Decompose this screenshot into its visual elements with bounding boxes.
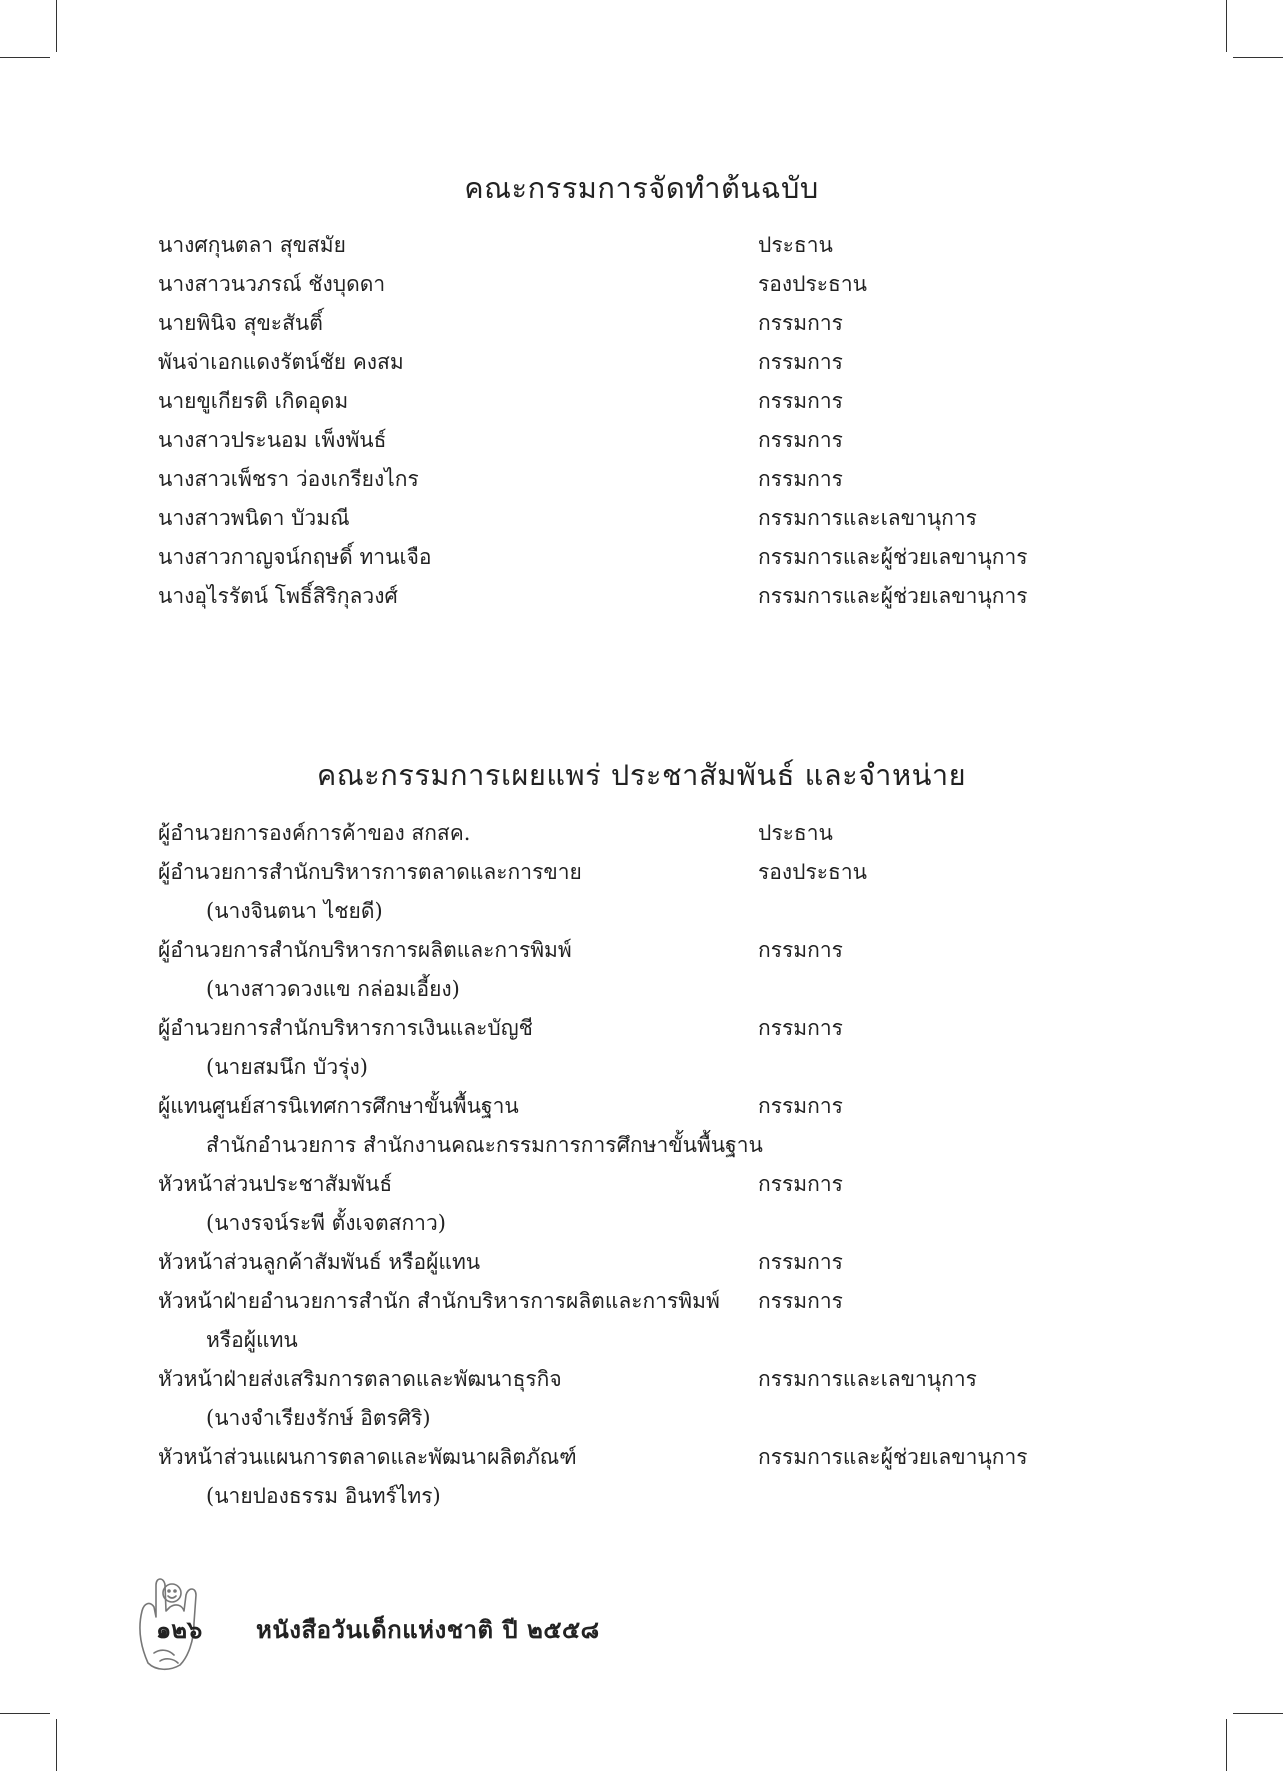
member-affiliation: หรือผู้แทน	[206, 1328, 298, 1352]
member-role: กรรมการ	[758, 1289, 843, 1313]
crop-mark	[1226, 0, 1227, 52]
section-title-manuscript: คณะกรรมการจัดทำต้นฉบับ	[464, 171, 819, 205]
crop-mark	[56, 1719, 57, 1771]
list-item	[158, 460, 1058, 499]
member-name: นางสาวนวภรณ์ ชังบุดดา	[158, 272, 386, 296]
list-item	[158, 343, 1058, 382]
member-name: (นางรจน์ระพี ตั้งเจตสกาว)	[206, 1211, 446, 1235]
member-role: กรรมการ	[758, 311, 843, 335]
list-item	[158, 1087, 1058, 1126]
list-item	[158, 265, 1058, 304]
list-item	[158, 1048, 1058, 1087]
member-role: รองประธาน	[758, 860, 867, 884]
member-role: กรรมการและผู้ช่วยเลขานุการ	[758, 545, 1028, 569]
member-position: หัวหน้าส่วนประชาสัมพันธ์	[158, 1172, 393, 1196]
page-footer	[130, 1565, 730, 1675]
list-item	[158, 814, 1058, 853]
list-item	[158, 1009, 1058, 1048]
member-name: (นายสมนึก บัวรุ่ง)	[206, 1055, 368, 1079]
list-item	[158, 1477, 1058, 1516]
list-item	[158, 853, 1058, 892]
member-position: ผู้อำนวยการสำนักบริหารการตลาดและการขาย	[158, 860, 582, 884]
list-item	[158, 499, 1058, 538]
list-item	[158, 1399, 1058, 1438]
member-name: (นายปองธรรม อินทร์ไทร)	[206, 1484, 441, 1508]
member-affiliation: สำนักอำนวยการ สำนักงานคณะกรรมการการศึกษาขั้นพื้นฐาน	[206, 1133, 763, 1157]
crop-mark	[1233, 1713, 1283, 1714]
list-item	[158, 1321, 1058, 1360]
member-position: ผู้อำนวยการสำนักบริหารการเงินและบัญชี	[158, 1016, 533, 1040]
list-item	[158, 931, 1058, 970]
list-item	[158, 421, 1058, 460]
list-item	[158, 304, 1058, 343]
member-role: รองประธาน	[758, 272, 867, 296]
member-role: กรรมการและผู้ช่วยเลขานุการ	[758, 584, 1028, 608]
member-name: นายพินิจ สุขะสันติ์	[158, 311, 323, 335]
member-name: (นางจินตนา ไชยดี)	[206, 899, 383, 923]
list-item	[158, 577, 1058, 616]
list-item	[158, 1438, 1058, 1477]
member-role: กรรมการ	[758, 1016, 843, 1040]
member-name: พันจ่าเอกแดงรัตน์ชัย คงสม	[158, 350, 404, 374]
member-name: (นางจำเรียงรักษ์ อิตรศิริ)	[206, 1406, 431, 1430]
member-position: หัวหน้าฝ่ายอำนวยการสำนัก สำนักบริหารการผลิตและการพิมพ์	[158, 1289, 720, 1313]
member-role: กรรมการและเลขานุการ	[758, 1367, 977, 1391]
committee-list-manuscript	[158, 226, 1058, 616]
member-name: นางอุไรรัตน์ โพธิ์สิริกุลวงศ์	[158, 584, 398, 608]
list-item	[158, 970, 1058, 1009]
member-role: กรรมการ	[758, 1250, 843, 1274]
list-item	[158, 1204, 1058, 1243]
member-role: กรรมการ	[758, 1094, 843, 1118]
list-item	[158, 1126, 1058, 1165]
list-item	[158, 1165, 1058, 1204]
list-item	[158, 1243, 1058, 1282]
list-item	[158, 538, 1058, 577]
crop-mark	[56, 0, 57, 52]
list-item	[158, 382, 1058, 421]
crop-mark	[1226, 1719, 1227, 1771]
book-title: หนังสือวันเด็กแห่งชาติ ปี ๒๕๕๘	[256, 1615, 600, 1644]
member-role: กรรมการ	[758, 389, 843, 413]
committee-list-publicity	[158, 814, 1058, 1516]
member-name: นางสาวประนอม เพ็งพันธ์	[158, 428, 387, 452]
crop-mark	[1233, 57, 1283, 58]
member-name: นางศกุนตลา สุขสมัย	[158, 233, 346, 257]
member-position: ผู้อำนวยการสำนักบริหารการผลิตและการพิมพ์	[158, 938, 572, 962]
crop-mark	[0, 1713, 50, 1714]
member-role: กรรมการ	[758, 350, 843, 374]
list-item	[158, 1282, 1058, 1321]
member-position: หัวหน้าส่วนลูกค้าสัมพันธ์ หรือผู้แทน	[158, 1250, 481, 1274]
crop-mark	[0, 57, 50, 58]
member-role: กรรมการ	[758, 467, 843, 491]
member-role: ประธาน	[758, 821, 833, 845]
member-position: ผู้แทนศูนย์สารนิเทศการศึกษาขั้นพื้นฐาน	[158, 1094, 519, 1118]
member-position: ผู้อำนวยการองค์การค้าของ สกสค.	[158, 821, 471, 845]
member-name: นางสาวกาญจน์กฤษดิ์ ทานเจือ	[158, 545, 432, 569]
member-role: กรรมการ	[758, 1172, 843, 1196]
section-title-publicity: คณะกรรมการเผยแพร่ ประชาสัมพันธ์ และจำหน่าย	[316, 758, 967, 792]
member-name: นายขูเกียรติ เกิดอุดม	[158, 389, 349, 413]
member-role: กรรมการและผู้ช่วยเลขานุการ	[758, 1445, 1028, 1469]
list-item	[158, 226, 1058, 265]
member-position: หัวหน้าฝ่ายส่งเสริมการตลาดและพัฒนาธุรกิจ	[158, 1367, 562, 1391]
member-role: กรรมการและเลขานุการ	[758, 506, 977, 530]
member-role: กรรมการ	[758, 938, 843, 962]
member-position: หัวหน้าส่วนแผนการตลาดและพัฒนาผลิตภัณฑ์	[158, 1445, 577, 1469]
list-item	[158, 892, 1058, 931]
member-name: นางสาวเพ็ชรา ว่องเกรียงไกร	[158, 467, 419, 491]
list-item	[158, 1360, 1058, 1399]
member-role: ประธาน	[758, 233, 833, 257]
member-name: (นางสาวดวงแข กล่อมเอี้ยง)	[206, 977, 460, 1001]
member-name: นางสาวพนิดา บัวมณี	[158, 506, 350, 530]
member-role: กรรมการ	[758, 428, 843, 452]
page-number: ๑๒๖	[156, 1615, 203, 1644]
